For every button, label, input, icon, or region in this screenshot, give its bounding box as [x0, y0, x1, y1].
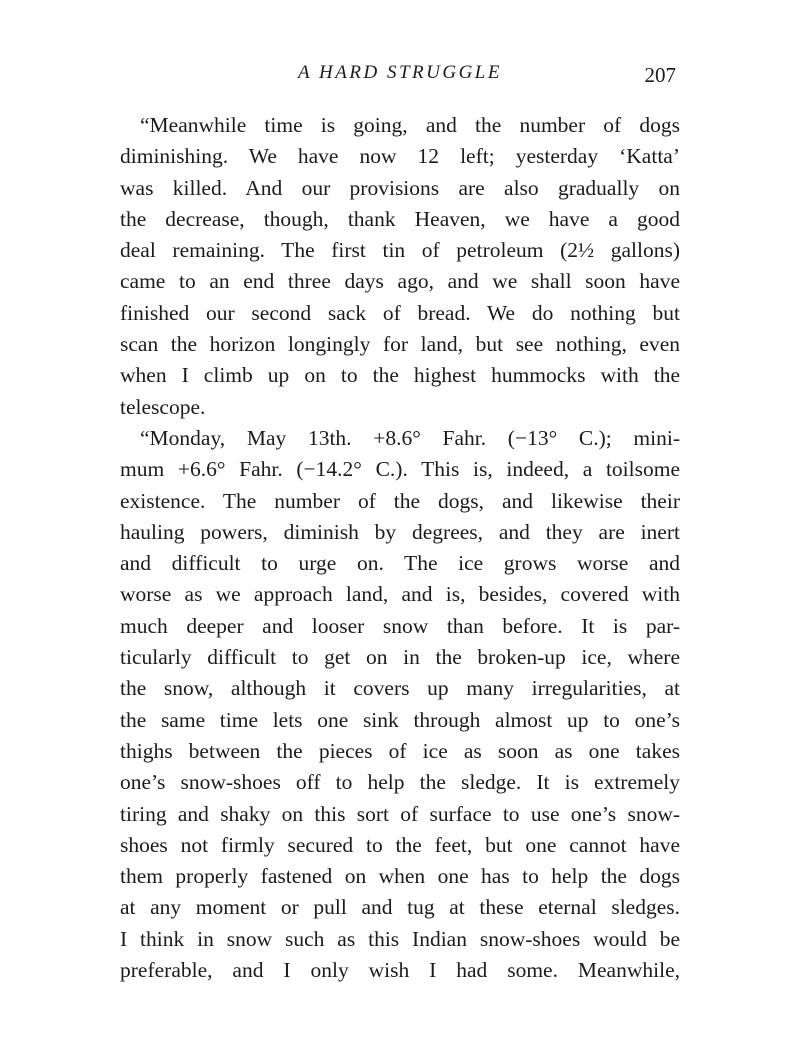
- text-line: finished our second sack of bread. We do nothing but: [120, 300, 680, 325]
- running-title: A HARD STRUGGLE: [298, 62, 502, 83]
- text-line: existence. The number of the dogs, and likewise their: [120, 488, 680, 513]
- text-line: at any moment or pull and tug at these eternal sledges.: [120, 895, 680, 920]
- text-line: mum +6.6° Fahr. (−14.2° C.). This is, indeed, a toilsome: [120, 457, 680, 482]
- text-line: I think in snow such as this Indian snow-shoes would be: [120, 926, 680, 951]
- text-line: diminishing. We have now 12 left; yesterday ‘Katta’: [120, 144, 680, 169]
- text-line: telescope.: [120, 394, 206, 419]
- running-head: [0, 58, 800, 88]
- page-number: 207: [644, 63, 676, 87]
- body-text: [120, 110, 680, 986]
- text-line: and difficult to urge on. The ice grows worse and: [120, 551, 680, 576]
- text-line: the same time lets one sink through almost up to one’s: [120, 707, 680, 732]
- text-line: was killed. And our provisions are also gradually on: [120, 175, 680, 200]
- text-line: tiring and shaky on this sort of surface to use one’s snow-: [120, 801, 680, 826]
- text-line: “Meanwhile time is going, and the number of dogs: [140, 113, 680, 137]
- text-line: came to an end three days ago, and we shall soon have: [120, 269, 680, 294]
- text-line: shoes not firmly secured to the feet, but one cannot have: [120, 832, 680, 857]
- text-line: thighs between the pieces of ice as soon as one takes: [120, 738, 680, 763]
- text-line: when I climb up on to the highest hummocks with the: [120, 363, 680, 388]
- text-line: ticularly difficult to get on in the broken-up ice, where: [120, 645, 680, 670]
- text-line: one’s snow-shoes off to help the sledge. It is extremely: [120, 770, 680, 795]
- text-line: the decrease, though, thank Heaven, we have a good: [120, 206, 680, 231]
- text-line: them properly fastened on when one has to help the dogs: [120, 864, 680, 889]
- text-line: “Monday, May 13th. +8.6° Fahr. (−13° C.); mini-: [140, 425, 680, 450]
- text-line: scan the horizon longingly for land, but see nothing, even: [120, 332, 680, 357]
- text-line: hauling powers, diminish by degrees, and they are inert: [120, 519, 680, 544]
- text-line: the snow, although it covers up many irregularities, at: [120, 676, 680, 701]
- text-line: worse as we approach land, and is, besides, covered with: [120, 582, 680, 607]
- text-line: much deeper and looser snow than before. It is par-: [120, 613, 680, 638]
- text-line: preferable, and I only wish I had some. Meanwhile,: [120, 958, 680, 983]
- text-line: deal remaining. The first tin of petroleum (2½ gallons): [120, 238, 680, 263]
